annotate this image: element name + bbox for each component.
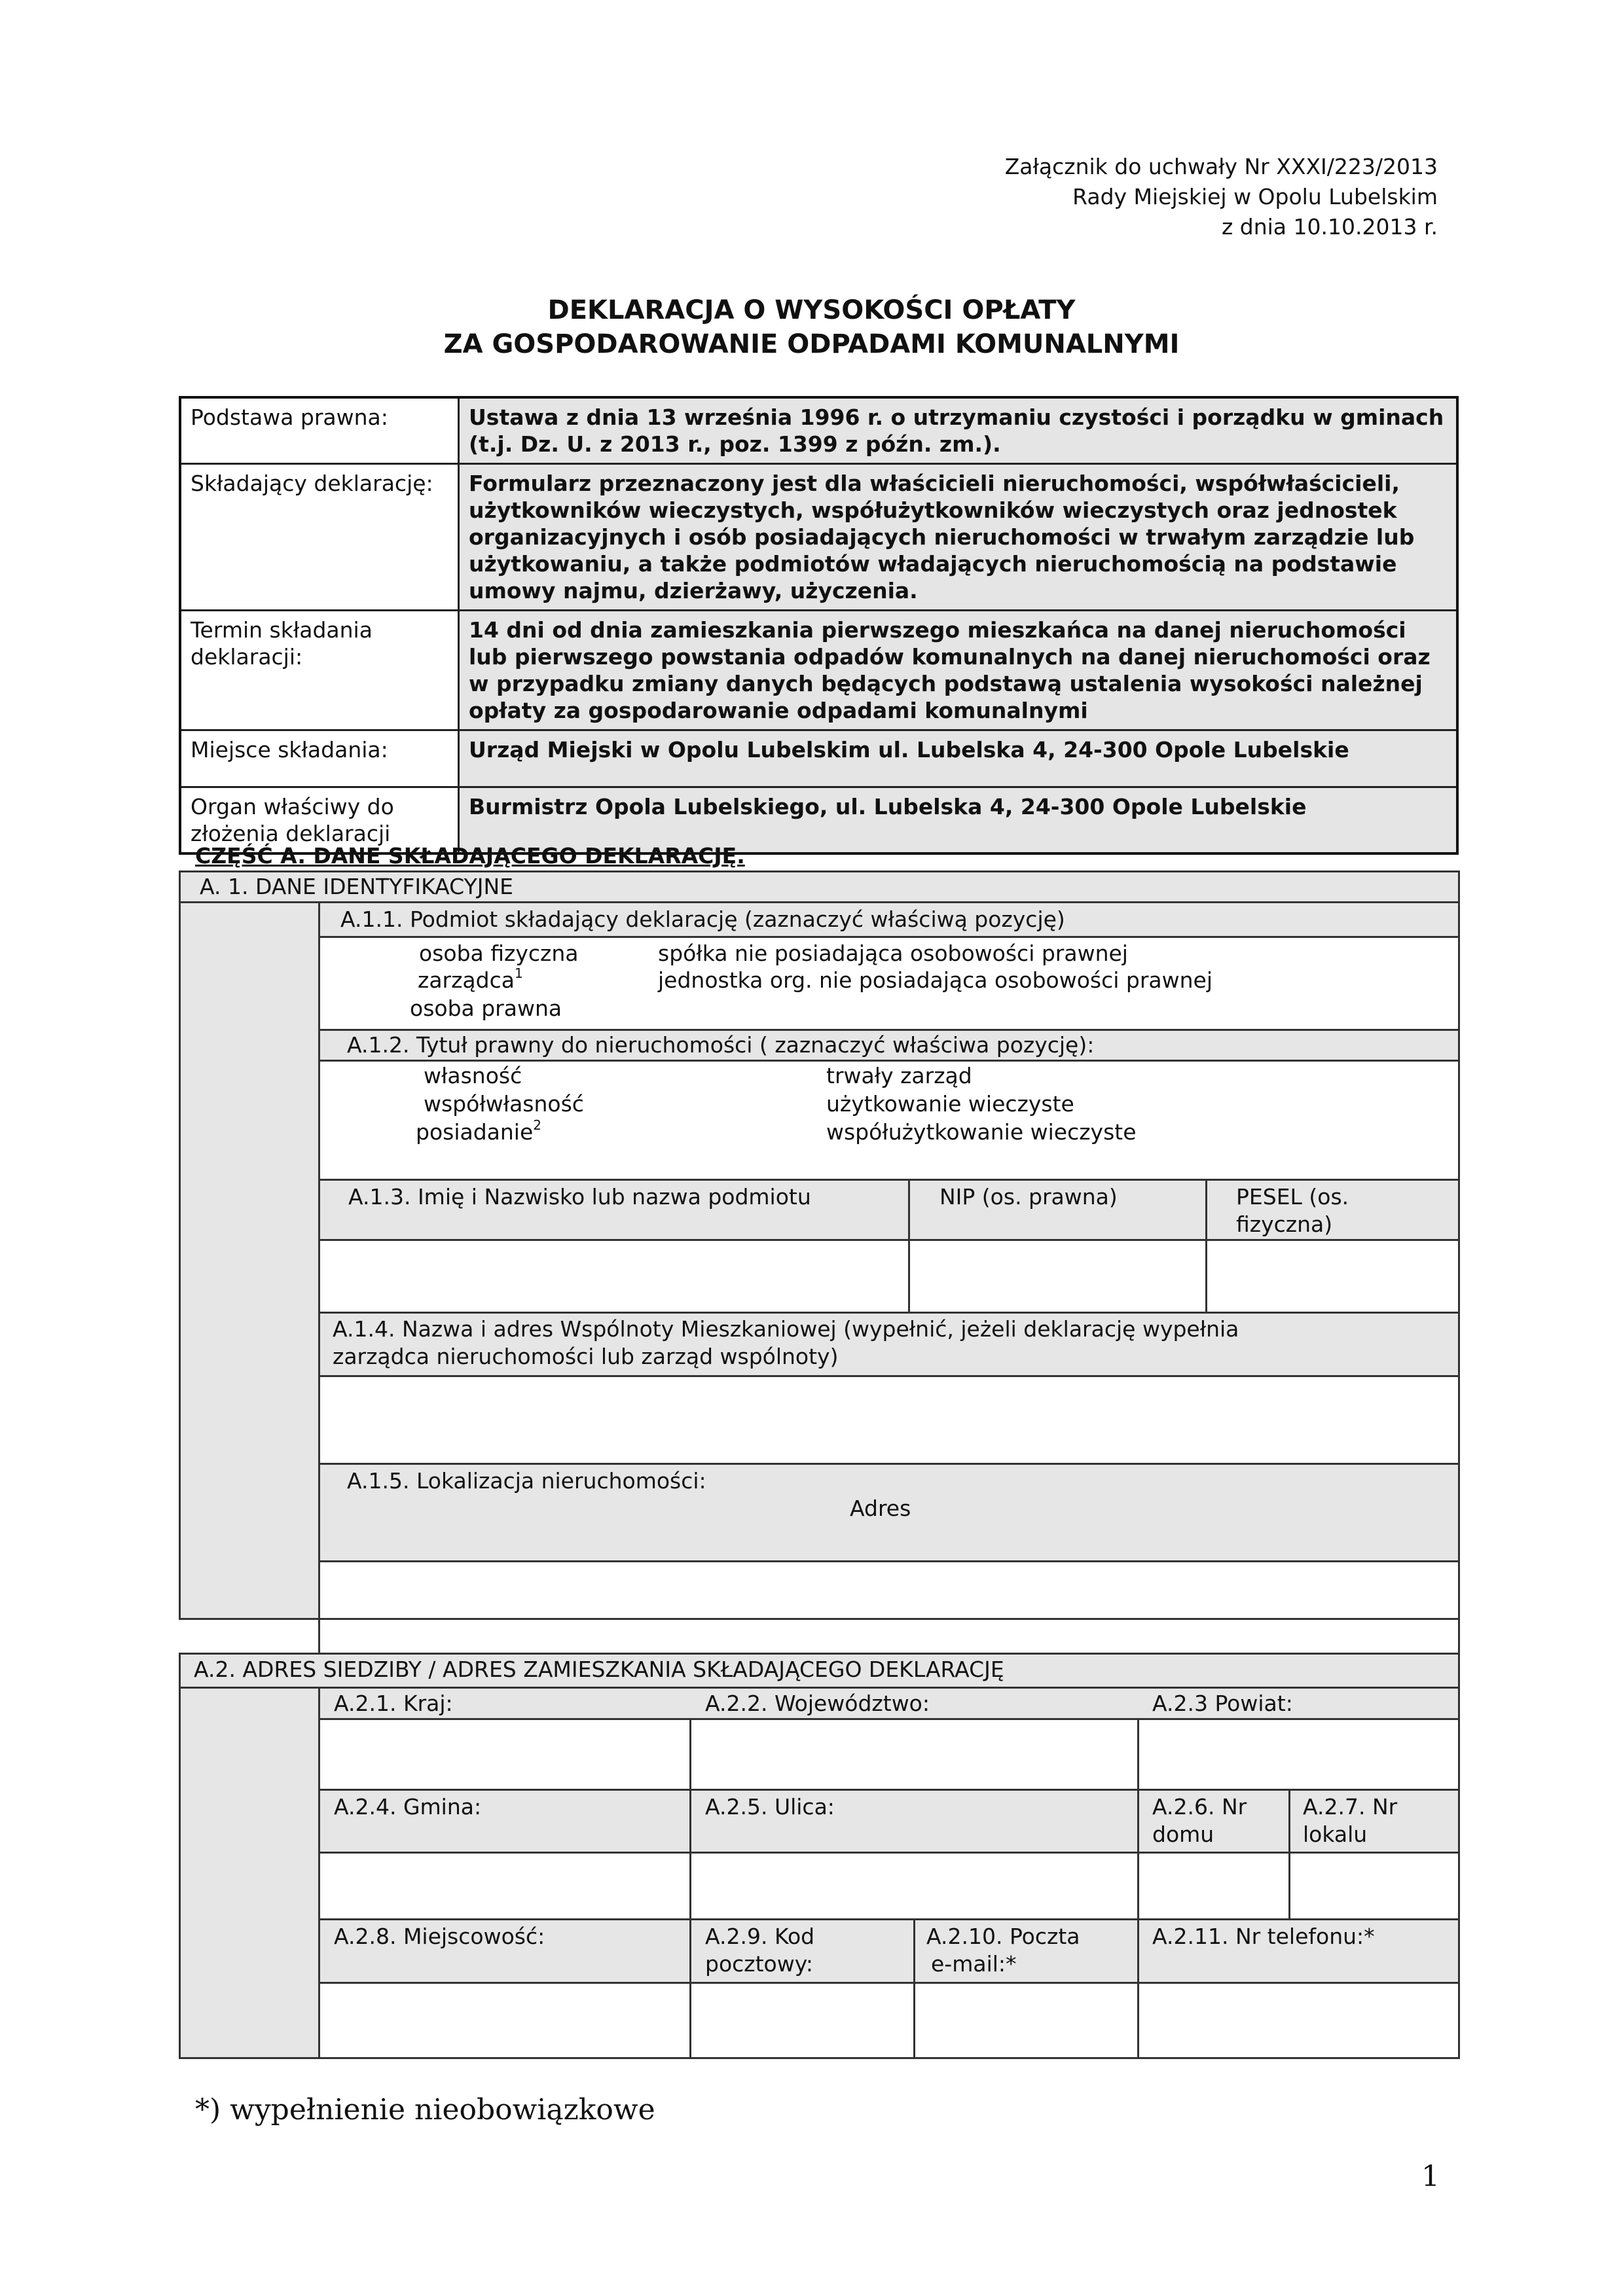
adres-label: Adres bbox=[850, 1496, 911, 1521]
nr-lokalu-label-1: A.2.7. Nr bbox=[1303, 1794, 1398, 1820]
pesel-input[interactable] bbox=[1205, 1239, 1460, 1314]
a15-label: A.1.5. Lokalizacja nieruchomości: bbox=[347, 1468, 706, 1494]
gmina-input[interactable] bbox=[318, 1852, 691, 1920]
page-number: 1 bbox=[1421, 2160, 1440, 2193]
a12-label: A.1.2. Tytuł prawny do nieruchomości ( zaznaczyć właściwa pozycję): bbox=[347, 1032, 1095, 1058]
info-row bbox=[180, 730, 1457, 787]
option-wlasnosc[interactable]: własność bbox=[424, 1063, 522, 1088]
option-posiadanie[interactable] bbox=[416, 1119, 541, 1145]
nr-domu-label-2: domu bbox=[1152, 1821, 1214, 1847]
option-osoba-fizyczna[interactable]: osoba fizyczna bbox=[419, 941, 579, 966]
nr-lokalu-input[interactable] bbox=[1288, 1852, 1460, 1920]
poczta-label-1: A.2.10. Poczta bbox=[926, 1924, 1080, 1949]
option-posiadanie-label: posiadanie bbox=[416, 1119, 534, 1145]
info-row bbox=[180, 397, 1457, 464]
attachment-header bbox=[1005, 152, 1438, 242]
telefon-label: A.2.11. Nr telefonu:* bbox=[1152, 1924, 1375, 1949]
ulica-label: A.2.5. Ulica: bbox=[705, 1794, 835, 1820]
option-jednostka-org[interactable]: jednostka org. nie posiadająca osobowości prawnej bbox=[658, 967, 1213, 993]
location-input[interactable] bbox=[318, 1560, 1460, 1655]
footnote-mark-2: 2 bbox=[533, 1117, 542, 1133]
footnote-mark-1: 1 bbox=[514, 965, 523, 981]
section-a2-title: A.2. ADRES SIEDZIBY / ADRES ZAMIESZKANIA SKŁADAJĄCEGO DEKLARACJĘ bbox=[194, 1657, 1004, 1682]
nip-input[interactable] bbox=[908, 1239, 1207, 1314]
miejscowosc-input[interactable] bbox=[318, 1982, 691, 2059]
info-value: Urząd Miejski w Opolu Lubelskim ul. Lubelska 4, 24-300 Opole Lubelskie bbox=[459, 730, 1458, 787]
document-title bbox=[0, 293, 1623, 361]
a14-label-1: A.1.4. Nazwa i adres Wspólnoty Mieszkaniowej (wypełnić, jeżeli deklarację wypełnia bbox=[333, 1316, 1239, 1342]
info-row bbox=[180, 611, 1457, 730]
header-line-2: Rady Miejskiej w Opolu Lubelskim bbox=[1072, 184, 1438, 209]
kraj-label: A.2.1. Kraj: bbox=[334, 1691, 453, 1716]
section-a1-left-gutter bbox=[179, 901, 320, 1620]
a2-row2-divider-2 bbox=[1137, 1789, 1139, 1854]
miejscowosc-label: A.2.8. Miejscowość: bbox=[334, 1924, 545, 1949]
option-wspolwlasnosc[interactable]: współwłasność bbox=[424, 1091, 584, 1117]
section-a2-left-gutter bbox=[179, 1687, 320, 2059]
nr-lokalu-label-2: lokalu bbox=[1303, 1821, 1368, 1847]
wojewodztwo-input[interactable] bbox=[689, 1718, 1139, 1791]
pesel-label-1: PESEL (os. bbox=[1236, 1184, 1349, 1210]
option-osoba-prawna[interactable]: osoba prawna bbox=[410, 996, 562, 1021]
option-wspoluzytkowanie-wieczyste[interactable]: współużytkowanie wieczyste bbox=[826, 1119, 1137, 1145]
section-a1-title: A. 1. DANE IDENTYFIKACYJNE bbox=[200, 874, 514, 899]
footnote-optional: *) wypełnienie nieobowiązkowe bbox=[195, 2093, 655, 2126]
info-key: Termin składania deklaracji: bbox=[180, 611, 459, 730]
option-trwaly-zarzad[interactable]: trwały zarząd bbox=[826, 1063, 972, 1088]
pesel-label-2: fizyczna) bbox=[1236, 1211, 1333, 1237]
a2-row2-divider-3 bbox=[1288, 1789, 1290, 1854]
option-zarzadca[interactable] bbox=[418, 967, 523, 994]
wojewodztwo-label: A.2.2. Województwo: bbox=[705, 1691, 930, 1716]
info-value: Ustawa z dnia 13 września 1996 r. o utrzymaniu czystości i porządku w gminach (t.j. Dz. U. z 2013 r., poz. 1399 z późn. zm.). bbox=[459, 397, 1458, 464]
info-key: Organ właściwy do złożenia deklaracji bbox=[180, 787, 459, 854]
info-key: Podstawa prawna: bbox=[180, 397, 459, 464]
a2-row2-divider-1 bbox=[689, 1789, 691, 1854]
name-input[interactable] bbox=[318, 1239, 910, 1314]
wspolnota-input[interactable] bbox=[318, 1375, 1460, 1465]
a11-label: A.1.1. Podmiot składający deklarację (zaznaczyć właściwą pozycję) bbox=[340, 906, 1065, 932]
a2-row3-divider-3 bbox=[1137, 1918, 1139, 1984]
telefon-input[interactable] bbox=[1137, 1982, 1460, 2059]
nr-domu-label-1: A.2.6. Nr bbox=[1152, 1794, 1247, 1820]
poczta-email-input[interactable] bbox=[913, 1982, 1139, 2059]
option-zarzadca-label: zarządca bbox=[418, 967, 515, 993]
powiat-input[interactable] bbox=[1137, 1718, 1460, 1791]
section-a-heading: CZĘŚĆ A. DANE SKŁADAJĄCEGO DEKLARACJĘ. bbox=[195, 843, 745, 869]
ulica-input[interactable] bbox=[689, 1852, 1139, 1920]
info-key: Miejsce składania: bbox=[180, 730, 459, 787]
powiat-label: A.2.3 Powiat: bbox=[1152, 1691, 1293, 1716]
a14-label-2: zarządca nieruchomości lub zarząd wspólnoty) bbox=[333, 1344, 839, 1369]
info-key: Składający deklarację: bbox=[180, 464, 459, 611]
kod-label-2: pocztowy: bbox=[705, 1951, 813, 1977]
kod-label-1: A.2.9. Kod bbox=[705, 1924, 815, 1949]
info-row bbox=[180, 464, 1457, 611]
kod-pocztowy-input[interactable] bbox=[689, 1982, 915, 2059]
option-spolka[interactable]: spółka nie posiadająca osobowości prawnej bbox=[658, 941, 1128, 966]
a2-row3-divider-1 bbox=[689, 1918, 691, 1984]
info-table bbox=[179, 396, 1459, 855]
title-line-2: ZA GOSPODAROWANIE ODPADAMI KOMUNALNYMI bbox=[443, 329, 1180, 359]
poczta-label-2: e-mail:* bbox=[931, 1951, 1017, 1977]
info-value: 14 dni od dnia zamieszkania pierwszego mieszkańca na danej nieruchomości lub pierwszego powstania odpadów komunalnych na danej nieruchomości oraz w przypadku zmiany danych będących podstawą ustalenia wysokości należnej opłaty za gospodarowanie odpadami komunalnymi bbox=[459, 611, 1458, 730]
a13-label: A.1.3. Imię i Nazwisko lub nazwa podmiotu bbox=[348, 1184, 811, 1210]
title-line-1: DEKLARACJA O WYSOKOŚCI OPŁATY bbox=[547, 295, 1076, 325]
info-value: Formularz przeznaczony jest dla właścicieli nieruchomości, współwłaścicieli, użytkowników wieczystych, współużytkowników wieczystych oraz jednostek organizacyjnych i osób posiadających nieruchomości w trwałym zarządzie lub użytkowaniu, a także podmiotów władających nieruchomością na podstawie umowy najmu, dzierżawy, użyczenia. bbox=[459, 464, 1458, 611]
header-line-1: Załącznik do uchwały Nr XXXI/223/2013 bbox=[1004, 154, 1438, 179]
nip-label: NIP (os. prawna) bbox=[939, 1184, 1118, 1210]
gmina-label: A.2.4. Gmina: bbox=[334, 1794, 482, 1820]
header-line-3: z dnia 10.10.2013 r. bbox=[1221, 214, 1438, 240]
a2-row3-divider-2 bbox=[913, 1918, 915, 1984]
nr-domu-input[interactable] bbox=[1137, 1852, 1290, 1920]
kraj-input[interactable] bbox=[318, 1718, 691, 1791]
info-value: Burmistrz Opola Lubelskiego, ul. Lubelska 4, 24-300 Opole Lubelskie bbox=[459, 787, 1458, 854]
option-uzytkowanie-wieczyste[interactable]: użytkowanie wieczyste bbox=[826, 1091, 1074, 1117]
